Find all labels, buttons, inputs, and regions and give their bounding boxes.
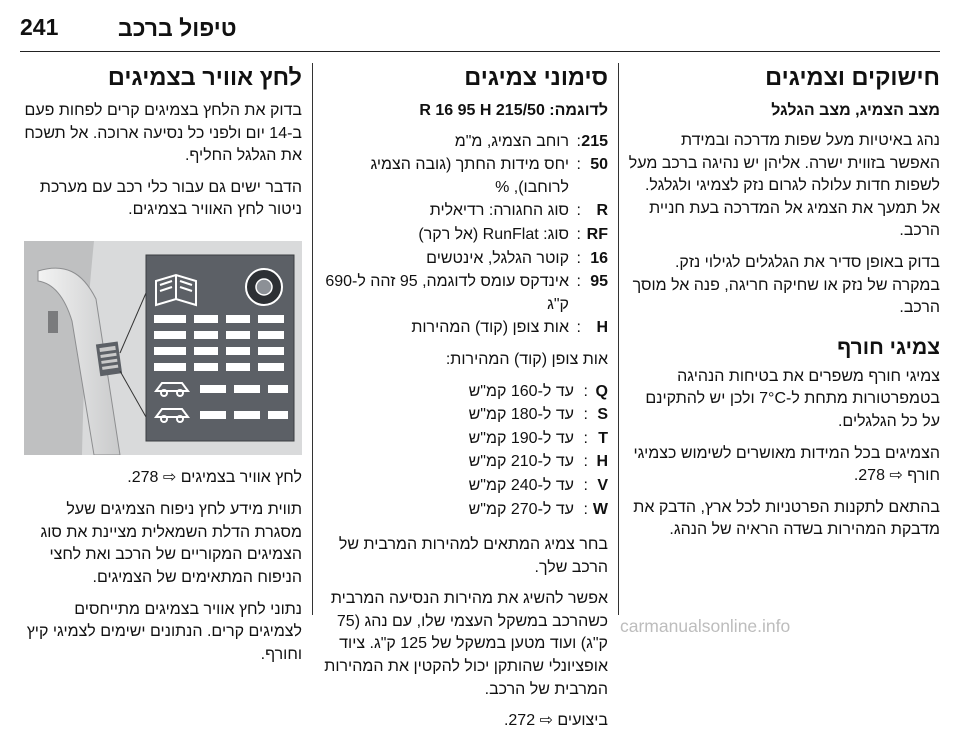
paragraph-inspect-wheels: בדוק באופן סדיר את הגלגלים לגילוי נזק. במקרה של נזק או שחיקה חריגה, פנה אל מוסך הרכב. bbox=[632, 253, 940, 317]
speed-code-title: אות צופן (קוד) המהירות: bbox=[445, 350, 608, 368]
speed-code-table bbox=[322, 381, 608, 523]
section-title-tire-designations: סימוני צמיגים bbox=[464, 64, 608, 90]
tire-pressure-label-figure bbox=[24, 241, 302, 455]
designation-table bbox=[322, 131, 608, 341]
table-row: RF : סוג: RunFlat (אל רקר) bbox=[418, 225, 608, 243]
page-number: 241 bbox=[20, 14, 59, 40]
paragraph-performance-ref: ביצועים ⇨ 272. bbox=[503, 712, 608, 730]
section-title-winter-tires: צמיגי חורף bbox=[837, 335, 940, 359]
table-row: 215 : רוחב הצמיג, מ"מ bbox=[454, 132, 608, 150]
header-rule bbox=[20, 51, 940, 52]
paragraph-curbs: נהג באיטיות מעל שפות מדרכה ובמידת האפשר בזווית ישרה. אליהן יש נהיגה ברכב מעל לשפות חדות עלולה לגרום נזק לצמיגי ולגלגל. אל תמעך את הצמיג אל המדרכה בעת חניית הרכב. bbox=[628, 132, 940, 240]
door-sticker-small bbox=[96, 341, 122, 376]
table-row: 16 : קוטר הגלגל, אינטשים bbox=[426, 249, 608, 267]
table-row: T : עד ל-190 קמ"ש bbox=[468, 429, 608, 447]
paragraph-speed-sticker: בהתאם לתקנות הפרטניות לכל ארץ, הדבק את מדבקת המהירות בשדה הראיה של הנהג. bbox=[633, 498, 940, 539]
subtitle-tire-condition: מצב הצמיג, מצב הגלגל bbox=[771, 102, 940, 119]
tire-icon bbox=[246, 269, 282, 305]
table-row: R : סוג החגורה: רדיאלית bbox=[429, 202, 608, 220]
column-tire-pressure bbox=[20, 62, 302, 675]
column-tires-and-wheels bbox=[628, 62, 940, 551]
section-title-tire-pressure: לחץ אוויר בצמיגים bbox=[107, 64, 302, 90]
watermark: carmanualsonline.info bbox=[620, 616, 791, 636]
paragraph-check-pressure: בדוק את הלחץ בצמיגים קרים לפחות פעם ב-14 יום ולפני כל נסיעה ארוכה. אל תשכח את הגלגל החליף. bbox=[24, 102, 302, 165]
table-row: 50 : יחס מידות החתך (גובה הצמיג לרוחבו), % bbox=[370, 156, 608, 196]
table-row: V : עד ל-240 קמ"ש bbox=[468, 476, 608, 494]
column-tire-designations bbox=[322, 62, 608, 742]
chapter-title: טיפול ברכב bbox=[118, 15, 237, 41]
section-title-tires-wheels: חישוקים וצמיגים bbox=[765, 64, 940, 90]
paragraph-winter-tires: צמיגי חורף משפרים את בטיחות הנהיגה בטמפרטורות מתחת ל-7°C ולכן יש להתקינם על כל הגלגלים. bbox=[645, 367, 940, 430]
table-row: 95 : אינדקס עומס לדוגמה, 95 זהה ל-690 ק"ג bbox=[325, 273, 608, 313]
figure-caption: לחץ אוויר בצמיגים ⇨ 278. bbox=[127, 468, 302, 486]
table-row: W : עד ל-270 קמ"ש bbox=[468, 500, 608, 518]
paragraph-door-label: תווית מידע לחץ ניפוח הצמיגים שעל מסגרת הדלת השמאלית מציינת את סוג הצמיגים המקוריים של הרכב ואת לחצי הניפוח המתאימים של הצמיגים. bbox=[40, 501, 302, 586]
door-latch bbox=[48, 311, 58, 333]
example-designation: לדוגמה: 215/50 R 16 95 H bbox=[419, 102, 608, 119]
paragraph-tpms: הדבר ישים גם עבור כלי רכב עם מערכת ניטור לחץ האוויר בצמיגים. bbox=[39, 178, 302, 219]
paragraph-choose-tire: בחר צמיג המתאים למהירות המרבית של הרכב שלך. bbox=[338, 536, 608, 576]
paragraph-cold-tires: נתוני לחץ אוויר בצמיגים מתייחסים לצמיגים קרים. הנתונים ישימים לצמיגי קיץ וחורף. bbox=[26, 600, 302, 663]
table-row: H : עד ל-210 קמ"ש bbox=[468, 453, 608, 471]
paragraph-max-speed: אפשר להשיג את מהירות הנסיעה המרבית כשהרכב במשקל העצמי שלו, עם נהג (75 ק"ג) ועוד מטען במשקל של 125 ק"ג. ציוד אופציונלי שהותקן יכול להקטין את המהירות המרבית של הרכב. bbox=[324, 590, 608, 698]
column-divider-left bbox=[312, 63, 313, 615]
column-divider-right bbox=[618, 63, 619, 615]
paragraph-winter-approved: הצמיגים בכל המידות מאושרים לשימוש כצמיגי חורף ⇨ 278. bbox=[633, 444, 940, 485]
table-row: S : עד ל-180 קמ"ש bbox=[468, 406, 608, 424]
table-row: Q : עד ל-160 קמ"ש bbox=[468, 382, 608, 400]
table-row: H : אות צופן (קוד) המהירות bbox=[411, 319, 608, 337]
